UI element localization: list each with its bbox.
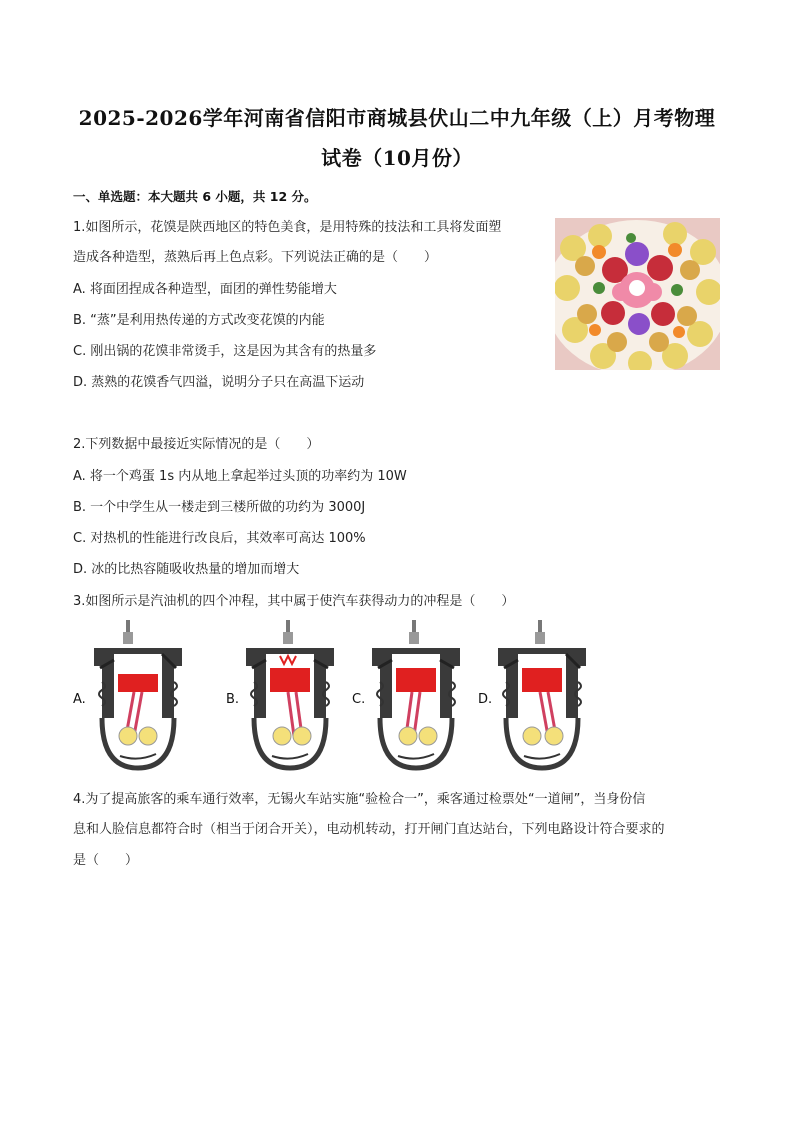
q2-stem: 2.下列数据中最接近实际情况的是（ ） (73, 437, 320, 452)
section-heading: 一、单选题：本大题共 6 小题，共 12 分。 (73, 189, 317, 204)
q1-option-b: B. “蒸”是利用热传递的方式改变花馍的内能 (73, 313, 325, 328)
q1-stem-line-2: 造成各种造型，蒸熟后再上色点彩。下列说法正确的是（ ） (73, 250, 438, 265)
q2-option-d: D. 冰的比热容随吸收热量的增加而增大 (73, 562, 300, 577)
q4-line-2: 息和人脸信息都符合时（相当于闭合开关），电动机转动，打开闸门直达站台，下列电路设计符合要求的 (73, 822, 665, 837)
q1-stem-line-1: 1.如图所示，花馍是陕西地区的特色美食，是用特殊的技法和工具将发面塑 (73, 220, 502, 235)
engine-diagram-d (492, 618, 592, 778)
q1-option-d: D. 蒸熟的花馍香气四溢，说明分子只在高温下运动 (73, 375, 365, 390)
q4-line-1: 4.为了提高旅客的乘车通行效率，无锡火车站实施“验检合一”，乘客通过检票处“一道闸”，当身份信 (73, 792, 646, 807)
q1-option-a: A. 将面团捏成各种造型，面团的弹性势能增大 (73, 282, 337, 297)
q4-line-3: 是（ ） (73, 853, 139, 868)
q3-label-c: C. (352, 692, 366, 707)
q3-label-b: B. (226, 692, 240, 707)
engine-diagram-c (366, 618, 466, 778)
q3-label-a: A. (73, 692, 86, 707)
q2-option-a: A. 将一个鸡蛋 1s 内从地上拿起举过头顶的功率约为 10W (73, 469, 407, 484)
title-line-1: 2025-2026学年河南省信阳市商城县伏山二中九年级（上）月考物理 (78, 106, 716, 130)
engine-diagram-b (240, 618, 340, 778)
flower-bun-photo (555, 218, 720, 370)
q2-option-b: B. 一个中学生从一楼走到三楼所做的功约为 3000J (73, 500, 366, 515)
title-line-2: 试卷（10月份） (321, 146, 473, 170)
q2-option-c: C. 对热机的性能进行改良后，其效率可高达 100% (73, 531, 366, 546)
engine-diagram-a (88, 618, 188, 778)
q1-option-c: C. 刚出锅的花馍非常烫手，这是因为其含有的热量多 (73, 344, 377, 359)
q3-label-d: D. (478, 692, 493, 707)
q3-stem: 3.如图所示是汽油机的四个冲程，其中属于使汽车获得动力的冲程是（ ） (73, 594, 515, 609)
